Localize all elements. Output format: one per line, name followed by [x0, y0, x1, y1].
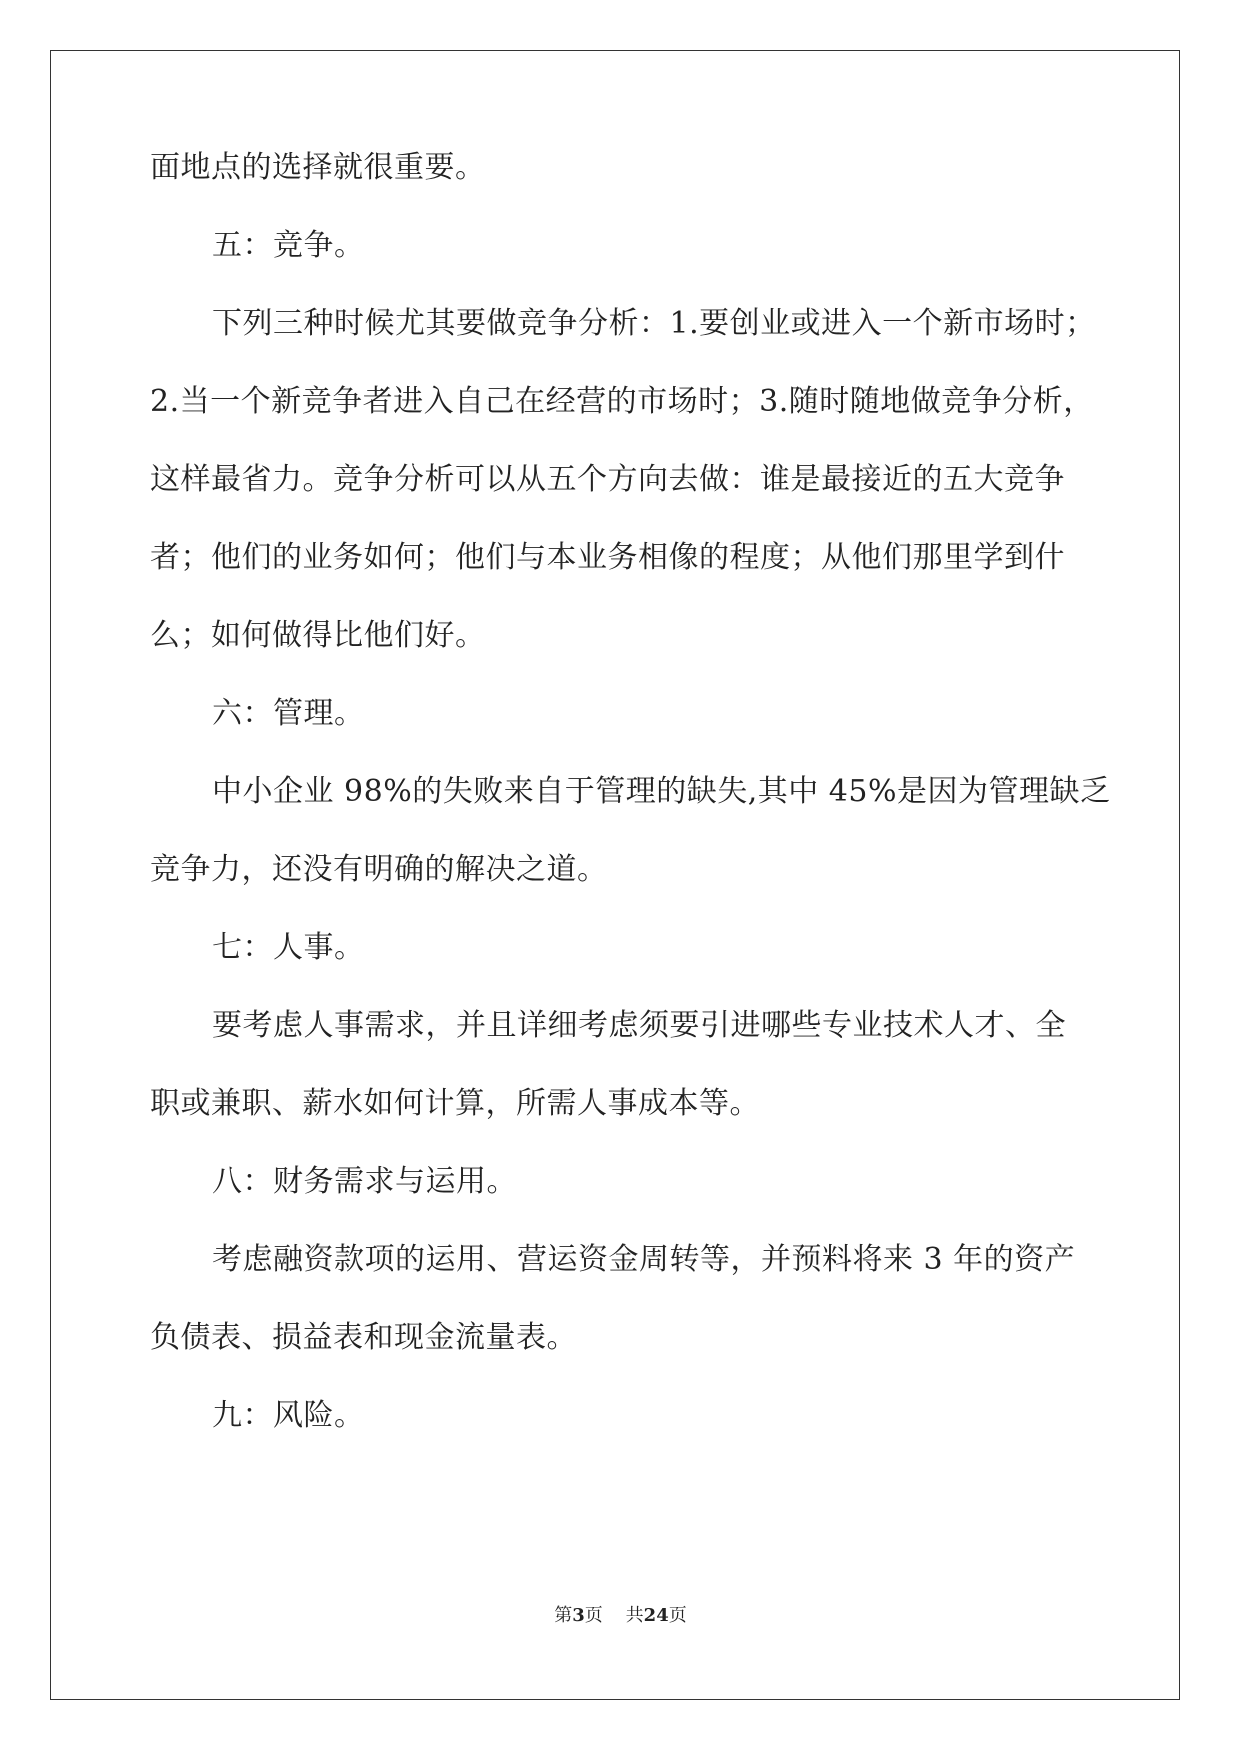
page-footer	[0, 1604, 1241, 1628]
paragraph-line: 么；如何做得比他们好。	[150, 618, 486, 653]
total-suffix: 页	[668, 1605, 687, 1626]
paragraph-line: 负债表、损益表和现金流量表。	[150, 1320, 577, 1355]
section-heading-competition: 五：竞争。	[212, 228, 365, 263]
paragraph-line: 下列三种时候尤其要做竞争分析：1.要创业或进入一个新市场时；	[212, 306, 1096, 341]
paragraph-line: 面地点的选择就很重要。	[150, 150, 486, 185]
total-pages: 24	[643, 1605, 669, 1626]
paragraph-line: 这样最省力。竞争分析可以从五个方向去做：谁是最接近的五大竞争	[150, 462, 1065, 497]
section-heading-personnel: 七：人事。	[212, 930, 365, 965]
paragraph-line: 考虑融资款项的运用、营运资金周转等，并预料将来 3 年的资产	[212, 1242, 1076, 1277]
page-number: 3	[572, 1605, 585, 1626]
page-prefix: 第	[554, 1605, 573, 1626]
paragraph-line: 竞争力，还没有明确的解决之道。	[150, 852, 608, 887]
section-heading-management: 六：管理。	[212, 696, 365, 731]
paragraph-line: 要考虑人事需求，并且详细考虑须要引进哪些专业技术人才、全	[212, 1008, 1066, 1043]
total-prefix: 共	[625, 1605, 644, 1626]
section-heading-finance: 八：财务需求与运用。	[212, 1164, 517, 1199]
paragraph-line: 者；他们的业务如何；他们与本业务相像的程度；从他们那里学到什	[150, 540, 1065, 575]
page-suffix: 页	[584, 1605, 603, 1626]
paragraph-line: 2.当一个新竞争者进入自己在经营的市场时；3.随时随地做竞争分析，	[150, 384, 1094, 419]
paragraph-line: 中小企业 98%的失败来自于管理的缺失,其中 45%是因为管理缺乏	[212, 774, 1111, 809]
section-heading-risk: 九：风险。	[212, 1398, 365, 1433]
paragraph-line: 职或兼职、薪水如何计算，所需人事成本等。	[150, 1086, 760, 1121]
